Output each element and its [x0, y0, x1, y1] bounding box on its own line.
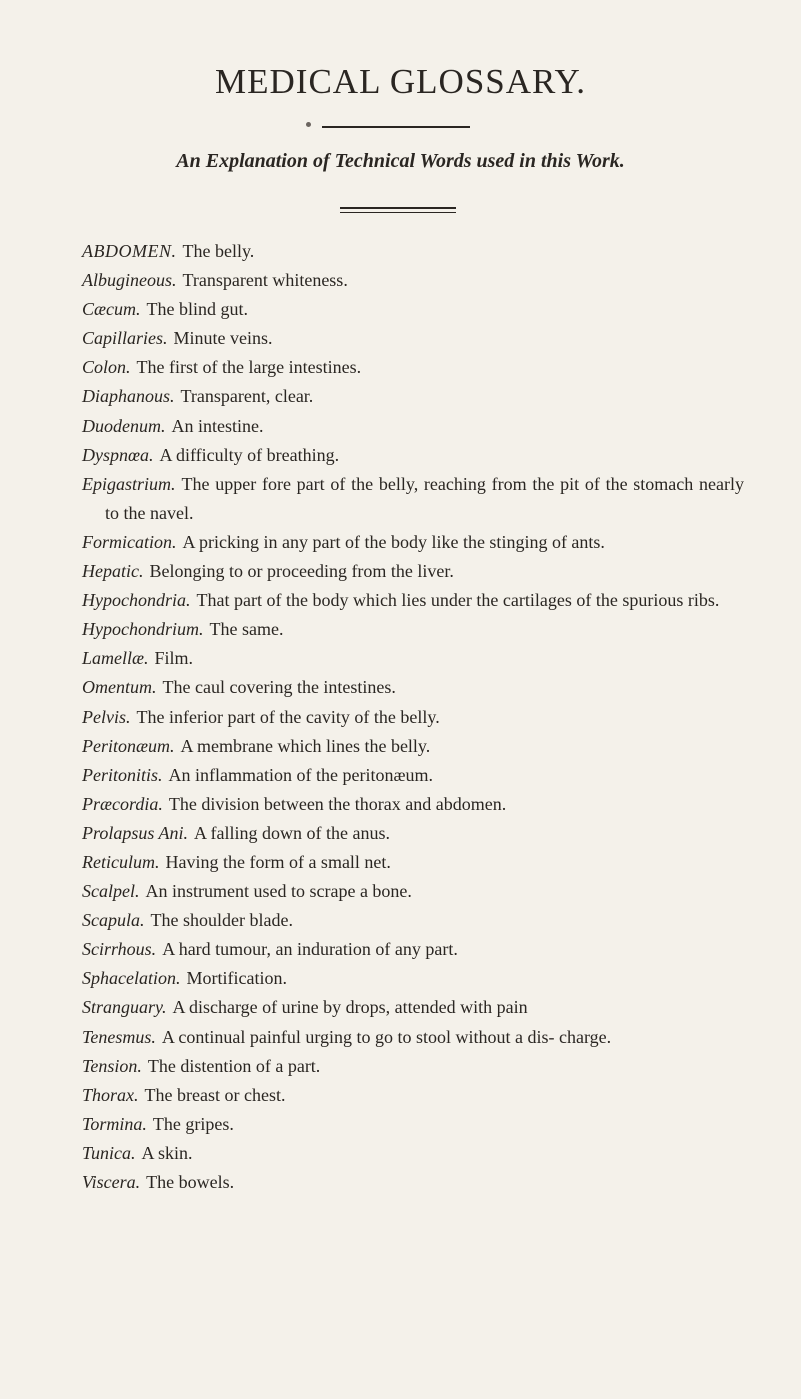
- glossary-entry: [82, 732, 744, 761]
- glossary-term: Colon.: [82, 357, 131, 378]
- glossary-term: Peritonæum.: [82, 735, 175, 756]
- glossary-term: Epigastrium.: [82, 473, 176, 494]
- glossary-definition: An intestine.: [171, 415, 264, 436]
- glossary-entry: [82, 935, 744, 964]
- subtitle-rule: [340, 207, 456, 209]
- glossary-definition: A continual painful urging to go to stool without a dis- charge.: [161, 1026, 612, 1047]
- glossary-entry: [82, 382, 744, 411]
- glossary-definition: The shoulder blade.: [150, 910, 293, 931]
- glossary-term: Tunica.: [82, 1142, 136, 1163]
- glossary-definition: The first of the large intestines.: [136, 357, 362, 378]
- glossary-definition: An inflammation of the peritonæum.: [168, 764, 433, 785]
- glossary-entry: [82, 790, 744, 819]
- glossary-term: Prolapsus Ani.: [82, 822, 189, 843]
- glossary-term: Dyspnœa.: [82, 444, 154, 465]
- glossary-definition: The upper fore part of the belly, reaching from the pit of the stomach nearly to the navel.: [105, 473, 744, 523]
- glossary-entry: [82, 266, 744, 295]
- glossary-term: Hepatic.: [82, 561, 144, 582]
- glossary-entry: [82, 1110, 744, 1139]
- glossary-definition: A membrane which lines the belly.: [180, 735, 431, 756]
- glossary-entry: [82, 237, 744, 266]
- glossary-entry: [82, 673, 744, 702]
- glossary-definition: The belly.: [182, 241, 255, 261]
- glossary-definition: A discharge of urine by drops, attended with pain: [172, 997, 528, 1018]
- glossary-term: Tension.: [82, 1055, 142, 1076]
- glossary-definition: Minute veins.: [173, 328, 273, 349]
- glossary-term: Stranguary.: [82, 997, 167, 1018]
- glossary-term: Omentum.: [82, 677, 157, 698]
- page-title: MEDICAL GLOSSARY.: [215, 62, 586, 101]
- title-rule: [322, 126, 470, 128]
- glossary-entry: [82, 1168, 744, 1197]
- glossary-entry: [82, 761, 744, 790]
- glossary-entry: [82, 819, 744, 848]
- glossary-definition: The caul covering the intestines.: [162, 677, 396, 698]
- glossary-entry: [82, 1139, 744, 1168]
- page-subtitle: An Explanation of Technical Words used in this Work.: [176, 150, 625, 172]
- glossary-entry: [82, 295, 744, 324]
- glossary-entry: [82, 906, 744, 935]
- glossary-term: Pelvis.: [82, 706, 131, 727]
- glossary-entry: [82, 1081, 744, 1110]
- glossary-term: Scirrhous.: [82, 939, 157, 960]
- glossary-definition: Transparent, clear.: [180, 386, 314, 407]
- glossary-definition: That part of the body which lies under the cartilages of the spurious ribs.: [196, 590, 720, 611]
- glossary-definition: Mortification.: [186, 968, 287, 989]
- glossary-term: Hypochondrium.: [82, 619, 204, 640]
- ink-mark: [306, 122, 311, 127]
- glossary-term: Cæcum.: [82, 299, 141, 320]
- glossary-term: Reticulum.: [82, 851, 160, 872]
- glossary-entry: [82, 470, 744, 528]
- glossary-definition: The same.: [209, 619, 284, 640]
- glossary-term: Albugineous.: [82, 270, 177, 291]
- glossary-term: Scalpel.: [82, 881, 140, 902]
- glossary-definition: A pricking in any part of the body like the stinging of ants.: [182, 531, 605, 552]
- glossary-entry: [82, 324, 744, 353]
- glossary-term: ABDOMEN.: [82, 241, 177, 261]
- glossary-definition: The inferior part of the cavity of the belly.: [136, 706, 440, 727]
- glossary-definition: An instrument used to scrape a bone.: [145, 881, 412, 902]
- glossary-term: Viscera.: [82, 1172, 141, 1192]
- glossary-entry: [82, 615, 744, 644]
- glossary-entry: [82, 586, 744, 615]
- glossary-definition: Belonging to or proceeding from the liver.: [149, 561, 454, 582]
- glossary-term: Hypochondria.: [82, 590, 191, 611]
- glossary-entry: [82, 528, 744, 557]
- glossary-entry: [82, 412, 744, 441]
- glossary-definition: A hard tumour, an induration of any part.: [162, 939, 458, 960]
- glossary-term: Tenesmus.: [82, 1026, 156, 1047]
- subtitle-rule-thin: [340, 212, 456, 213]
- glossary-definition: The bowels.: [146, 1172, 235, 1192]
- glossary-definition: The gripes.: [152, 1113, 234, 1134]
- glossary-definition: The distention of a part.: [147, 1055, 321, 1076]
- glossary-definition: Film.: [154, 648, 194, 669]
- glossary-term: Præcordia.: [82, 793, 163, 814]
- glossary-term: Scapula.: [82, 910, 145, 931]
- glossary-entry: [82, 848, 744, 877]
- glossary-term: Formication.: [82, 531, 177, 552]
- glossary-term: Sphacelation.: [82, 968, 181, 989]
- glossary-term: Diaphanous.: [82, 386, 175, 407]
- glossary-term: Thorax.: [82, 1084, 139, 1105]
- glossary-entry: [82, 877, 744, 906]
- glossary-definition: A falling down of the anus.: [194, 822, 390, 843]
- glossary-definition: Transparent whiteness.: [182, 270, 348, 291]
- glossary-entry: [82, 644, 744, 673]
- glossary-entry: [82, 703, 744, 732]
- glossary-entry: [82, 557, 744, 586]
- glossary-term: Duodenum.: [82, 415, 166, 436]
- glossary-list: [82, 237, 744, 1197]
- glossary-definition: A skin.: [141, 1142, 193, 1163]
- glossary-definition: Having the form of a small net.: [165, 851, 391, 872]
- glossary-entry: [82, 1052, 744, 1081]
- glossary-definition: The division between the thorax and abdomen.: [168, 793, 507, 814]
- glossary-entry: [82, 441, 744, 470]
- glossary-term: Lamellæ.: [82, 648, 149, 669]
- glossary-definition: The breast or chest.: [144, 1084, 286, 1105]
- glossary-entry: [82, 964, 744, 993]
- glossary-entry: [82, 993, 744, 1022]
- glossary-entry: [82, 353, 744, 382]
- glossary-term: Tormina.: [82, 1113, 147, 1134]
- glossary-definition: The blind gut.: [146, 299, 248, 320]
- glossary-definition: A difficulty of breathing.: [159, 444, 340, 465]
- glossary-term: Peritonitis.: [82, 764, 163, 785]
- glossary-entry: [82, 1023, 744, 1052]
- glossary-term: Capillaries.: [82, 328, 168, 349]
